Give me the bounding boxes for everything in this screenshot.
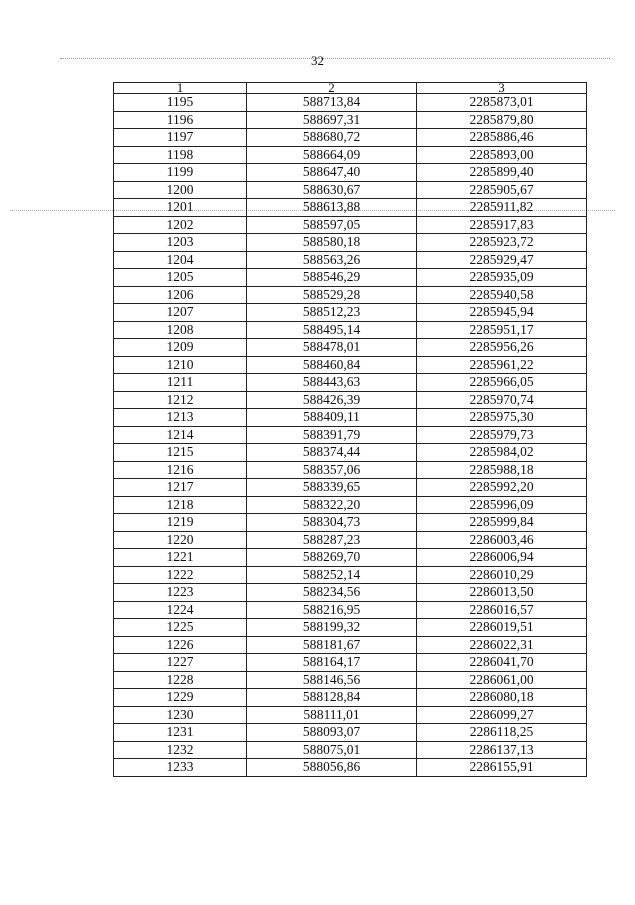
column-header-1: 1	[114, 83, 247, 94]
table-row	[114, 549, 587, 567]
y-coordinate-cell: 2285970,74	[417, 391, 587, 409]
table-row	[114, 216, 587, 234]
y-coordinate-cell: 2285917,83	[417, 216, 587, 234]
y-coordinate-cell: 2285905,67	[417, 181, 587, 199]
x-coordinate-cell: 588111,01	[247, 706, 417, 724]
table-row	[114, 566, 587, 584]
point-number-cell: 1223	[114, 584, 247, 602]
point-number-cell: 1227	[114, 654, 247, 672]
y-coordinate-cell: 2286016,57	[417, 601, 587, 619]
y-coordinate-cell: 2285988,18	[417, 461, 587, 479]
x-coordinate-cell: 588252,14	[247, 566, 417, 584]
x-coordinate-cell: 588613,88	[247, 199, 417, 217]
point-number-cell: 1204	[114, 251, 247, 269]
y-coordinate-cell: 2285996,09	[417, 496, 587, 514]
x-coordinate-cell: 588234,56	[247, 584, 417, 602]
y-coordinate-cell: 2286118,25	[417, 724, 587, 742]
y-coordinate-cell: 2285873,01	[417, 94, 587, 112]
point-number-cell: 1224	[114, 601, 247, 619]
point-number-cell: 1210	[114, 356, 247, 374]
point-number-cell: 1198	[114, 146, 247, 164]
x-coordinate-cell: 588597,05	[247, 216, 417, 234]
point-number-cell: 1201	[114, 199, 247, 217]
table-row	[114, 269, 587, 287]
point-number-cell: 1217	[114, 479, 247, 497]
x-coordinate-cell: 588680,72	[247, 129, 417, 147]
table-row	[114, 339, 587, 357]
point-number-cell: 1208	[114, 321, 247, 339]
y-coordinate-cell: 2286080,18	[417, 689, 587, 707]
point-number-cell: 1219	[114, 514, 247, 532]
x-coordinate-cell: 588128,84	[247, 689, 417, 707]
point-number-cell: 1209	[114, 339, 247, 357]
y-coordinate-cell: 2285961,22	[417, 356, 587, 374]
x-coordinate-cell: 588697,31	[247, 111, 417, 129]
y-coordinate-cell: 2285945,94	[417, 304, 587, 322]
x-coordinate-cell: 588426,39	[247, 391, 417, 409]
point-number-cell: 1211	[114, 374, 247, 392]
y-coordinate-cell: 2285966,05	[417, 374, 587, 392]
y-coordinate-cell: 2285911,82	[417, 199, 587, 217]
table-row	[114, 601, 587, 619]
table-row	[114, 129, 587, 147]
table-row	[114, 706, 587, 724]
y-coordinate-cell: 2285975,30	[417, 409, 587, 427]
x-coordinate-cell: 588563,26	[247, 251, 417, 269]
x-coordinate-cell: 588056,86	[247, 759, 417, 777]
table-row	[114, 374, 587, 392]
y-coordinate-cell: 2285992,20	[417, 479, 587, 497]
table-row	[114, 479, 587, 497]
y-coordinate-cell: 2285951,17	[417, 321, 587, 339]
x-coordinate-cell: 588529,28	[247, 286, 417, 304]
table-row	[114, 461, 587, 479]
point-number-cell: 1196	[114, 111, 247, 129]
point-number-cell: 1215	[114, 444, 247, 462]
point-number-cell: 1200	[114, 181, 247, 199]
y-coordinate-cell: 2285929,47	[417, 251, 587, 269]
x-coordinate-cell: 588580,18	[247, 234, 417, 252]
table-row	[114, 619, 587, 637]
x-coordinate-cell: 588322,20	[247, 496, 417, 514]
table-row	[114, 531, 587, 549]
table-row	[114, 94, 587, 112]
x-coordinate-cell: 588374,44	[247, 444, 417, 462]
x-coordinate-cell: 588287,23	[247, 531, 417, 549]
y-coordinate-cell: 2286019,51	[417, 619, 587, 637]
table-row	[114, 409, 587, 427]
x-coordinate-cell: 588443,63	[247, 374, 417, 392]
point-number-cell: 1233	[114, 759, 247, 777]
table-row	[114, 636, 587, 654]
y-coordinate-cell: 2285886,46	[417, 129, 587, 147]
x-coordinate-cell: 588460,84	[247, 356, 417, 374]
point-number-cell: 1212	[114, 391, 247, 409]
x-coordinate-cell: 588075,01	[247, 741, 417, 759]
table-row	[114, 111, 587, 129]
point-number-cell: 1199	[114, 164, 247, 182]
table-row	[114, 514, 587, 532]
table-row	[114, 724, 587, 742]
y-coordinate-cell: 2285956,26	[417, 339, 587, 357]
y-coordinate-cell: 2285879,80	[417, 111, 587, 129]
x-coordinate-cell: 588357,06	[247, 461, 417, 479]
point-number-cell: 1226	[114, 636, 247, 654]
y-coordinate-cell: 2285940,58	[417, 286, 587, 304]
y-coordinate-cell: 2286099,27	[417, 706, 587, 724]
x-coordinate-cell: 588199,32	[247, 619, 417, 637]
point-number-cell: 1231	[114, 724, 247, 742]
point-number-cell: 1225	[114, 619, 247, 637]
table-header-row	[114, 83, 587, 94]
y-coordinate-cell: 2286013,50	[417, 584, 587, 602]
table-row	[114, 671, 587, 689]
x-coordinate-cell: 588269,70	[247, 549, 417, 567]
point-number-cell: 1221	[114, 549, 247, 567]
table-row	[114, 496, 587, 514]
y-coordinate-cell: 2285893,00	[417, 146, 587, 164]
table-row	[114, 251, 587, 269]
point-number-cell: 1213	[114, 409, 247, 427]
point-number-cell: 1216	[114, 461, 247, 479]
x-coordinate-cell: 588304,73	[247, 514, 417, 532]
y-coordinate-cell: 2285923,72	[417, 234, 587, 252]
table-row	[114, 234, 587, 252]
x-coordinate-cell: 588339,65	[247, 479, 417, 497]
point-number-cell: 1197	[114, 129, 247, 147]
table-body	[114, 94, 587, 777]
x-coordinate-cell: 588512,23	[247, 304, 417, 322]
table-row	[114, 146, 587, 164]
x-coordinate-cell: 588664,09	[247, 146, 417, 164]
y-coordinate-cell: 2286041,70	[417, 654, 587, 672]
table-row	[114, 321, 587, 339]
x-coordinate-cell: 588409,11	[247, 409, 417, 427]
y-coordinate-cell: 2286155,91	[417, 759, 587, 777]
point-number-cell: 1206	[114, 286, 247, 304]
x-coordinate-cell: 588546,29	[247, 269, 417, 287]
point-number-cell: 1205	[114, 269, 247, 287]
x-coordinate-cell: 588478,01	[247, 339, 417, 357]
x-coordinate-cell: 588164,17	[247, 654, 417, 672]
y-coordinate-cell: 2285984,02	[417, 444, 587, 462]
table-row	[114, 199, 587, 217]
table-row	[114, 584, 587, 602]
x-coordinate-cell: 588181,67	[247, 636, 417, 654]
point-number-cell: 1214	[114, 426, 247, 444]
y-coordinate-cell: 2285899,40	[417, 164, 587, 182]
point-number-cell: 1218	[114, 496, 247, 514]
x-coordinate-cell: 588093,07	[247, 724, 417, 742]
table-row	[114, 356, 587, 374]
y-coordinate-cell: 2286022,31	[417, 636, 587, 654]
point-number-cell: 1232	[114, 741, 247, 759]
point-number-cell: 1220	[114, 531, 247, 549]
x-coordinate-cell: 588495,14	[247, 321, 417, 339]
point-number-cell: 1230	[114, 706, 247, 724]
y-coordinate-cell: 2285935,09	[417, 269, 587, 287]
column-header-3: 3	[417, 83, 587, 94]
point-number-cell: 1207	[114, 304, 247, 322]
point-number-cell: 1228	[114, 671, 247, 689]
table-row	[114, 164, 587, 182]
x-coordinate-cell: 588146,56	[247, 671, 417, 689]
table-row	[114, 391, 587, 409]
y-coordinate-cell: 2286006,94	[417, 549, 587, 567]
table-row	[114, 444, 587, 462]
page-number: 32	[311, 53, 324, 68]
point-number-cell: 1195	[114, 94, 247, 112]
y-coordinate-cell: 2285999,84	[417, 514, 587, 532]
table-row	[114, 654, 587, 672]
y-coordinate-cell: 2286137,13	[417, 741, 587, 759]
table-row	[114, 741, 587, 759]
table-row	[114, 426, 587, 444]
x-coordinate-cell: 588630,67	[247, 181, 417, 199]
x-coordinate-cell: 588713,84	[247, 94, 417, 112]
column-header-2: 2	[247, 83, 417, 94]
x-coordinate-cell: 588216,95	[247, 601, 417, 619]
table-row	[114, 286, 587, 304]
x-coordinate-cell: 588647,40	[247, 164, 417, 182]
point-number-cell: 1229	[114, 689, 247, 707]
table-row	[114, 759, 587, 777]
coordinates-table	[113, 82, 587, 777]
table-row	[114, 181, 587, 199]
x-coordinate-cell: 588391,79	[247, 426, 417, 444]
table-row	[114, 689, 587, 707]
point-number-cell: 1202	[114, 216, 247, 234]
y-coordinate-cell: 2286061,00	[417, 671, 587, 689]
y-coordinate-cell: 2286010,29	[417, 566, 587, 584]
point-number-cell: 1222	[114, 566, 247, 584]
y-coordinate-cell: 2286003,46	[417, 531, 587, 549]
y-coordinate-cell: 2285979,73	[417, 426, 587, 444]
table-row	[114, 304, 587, 322]
point-number-cell: 1203	[114, 234, 247, 252]
